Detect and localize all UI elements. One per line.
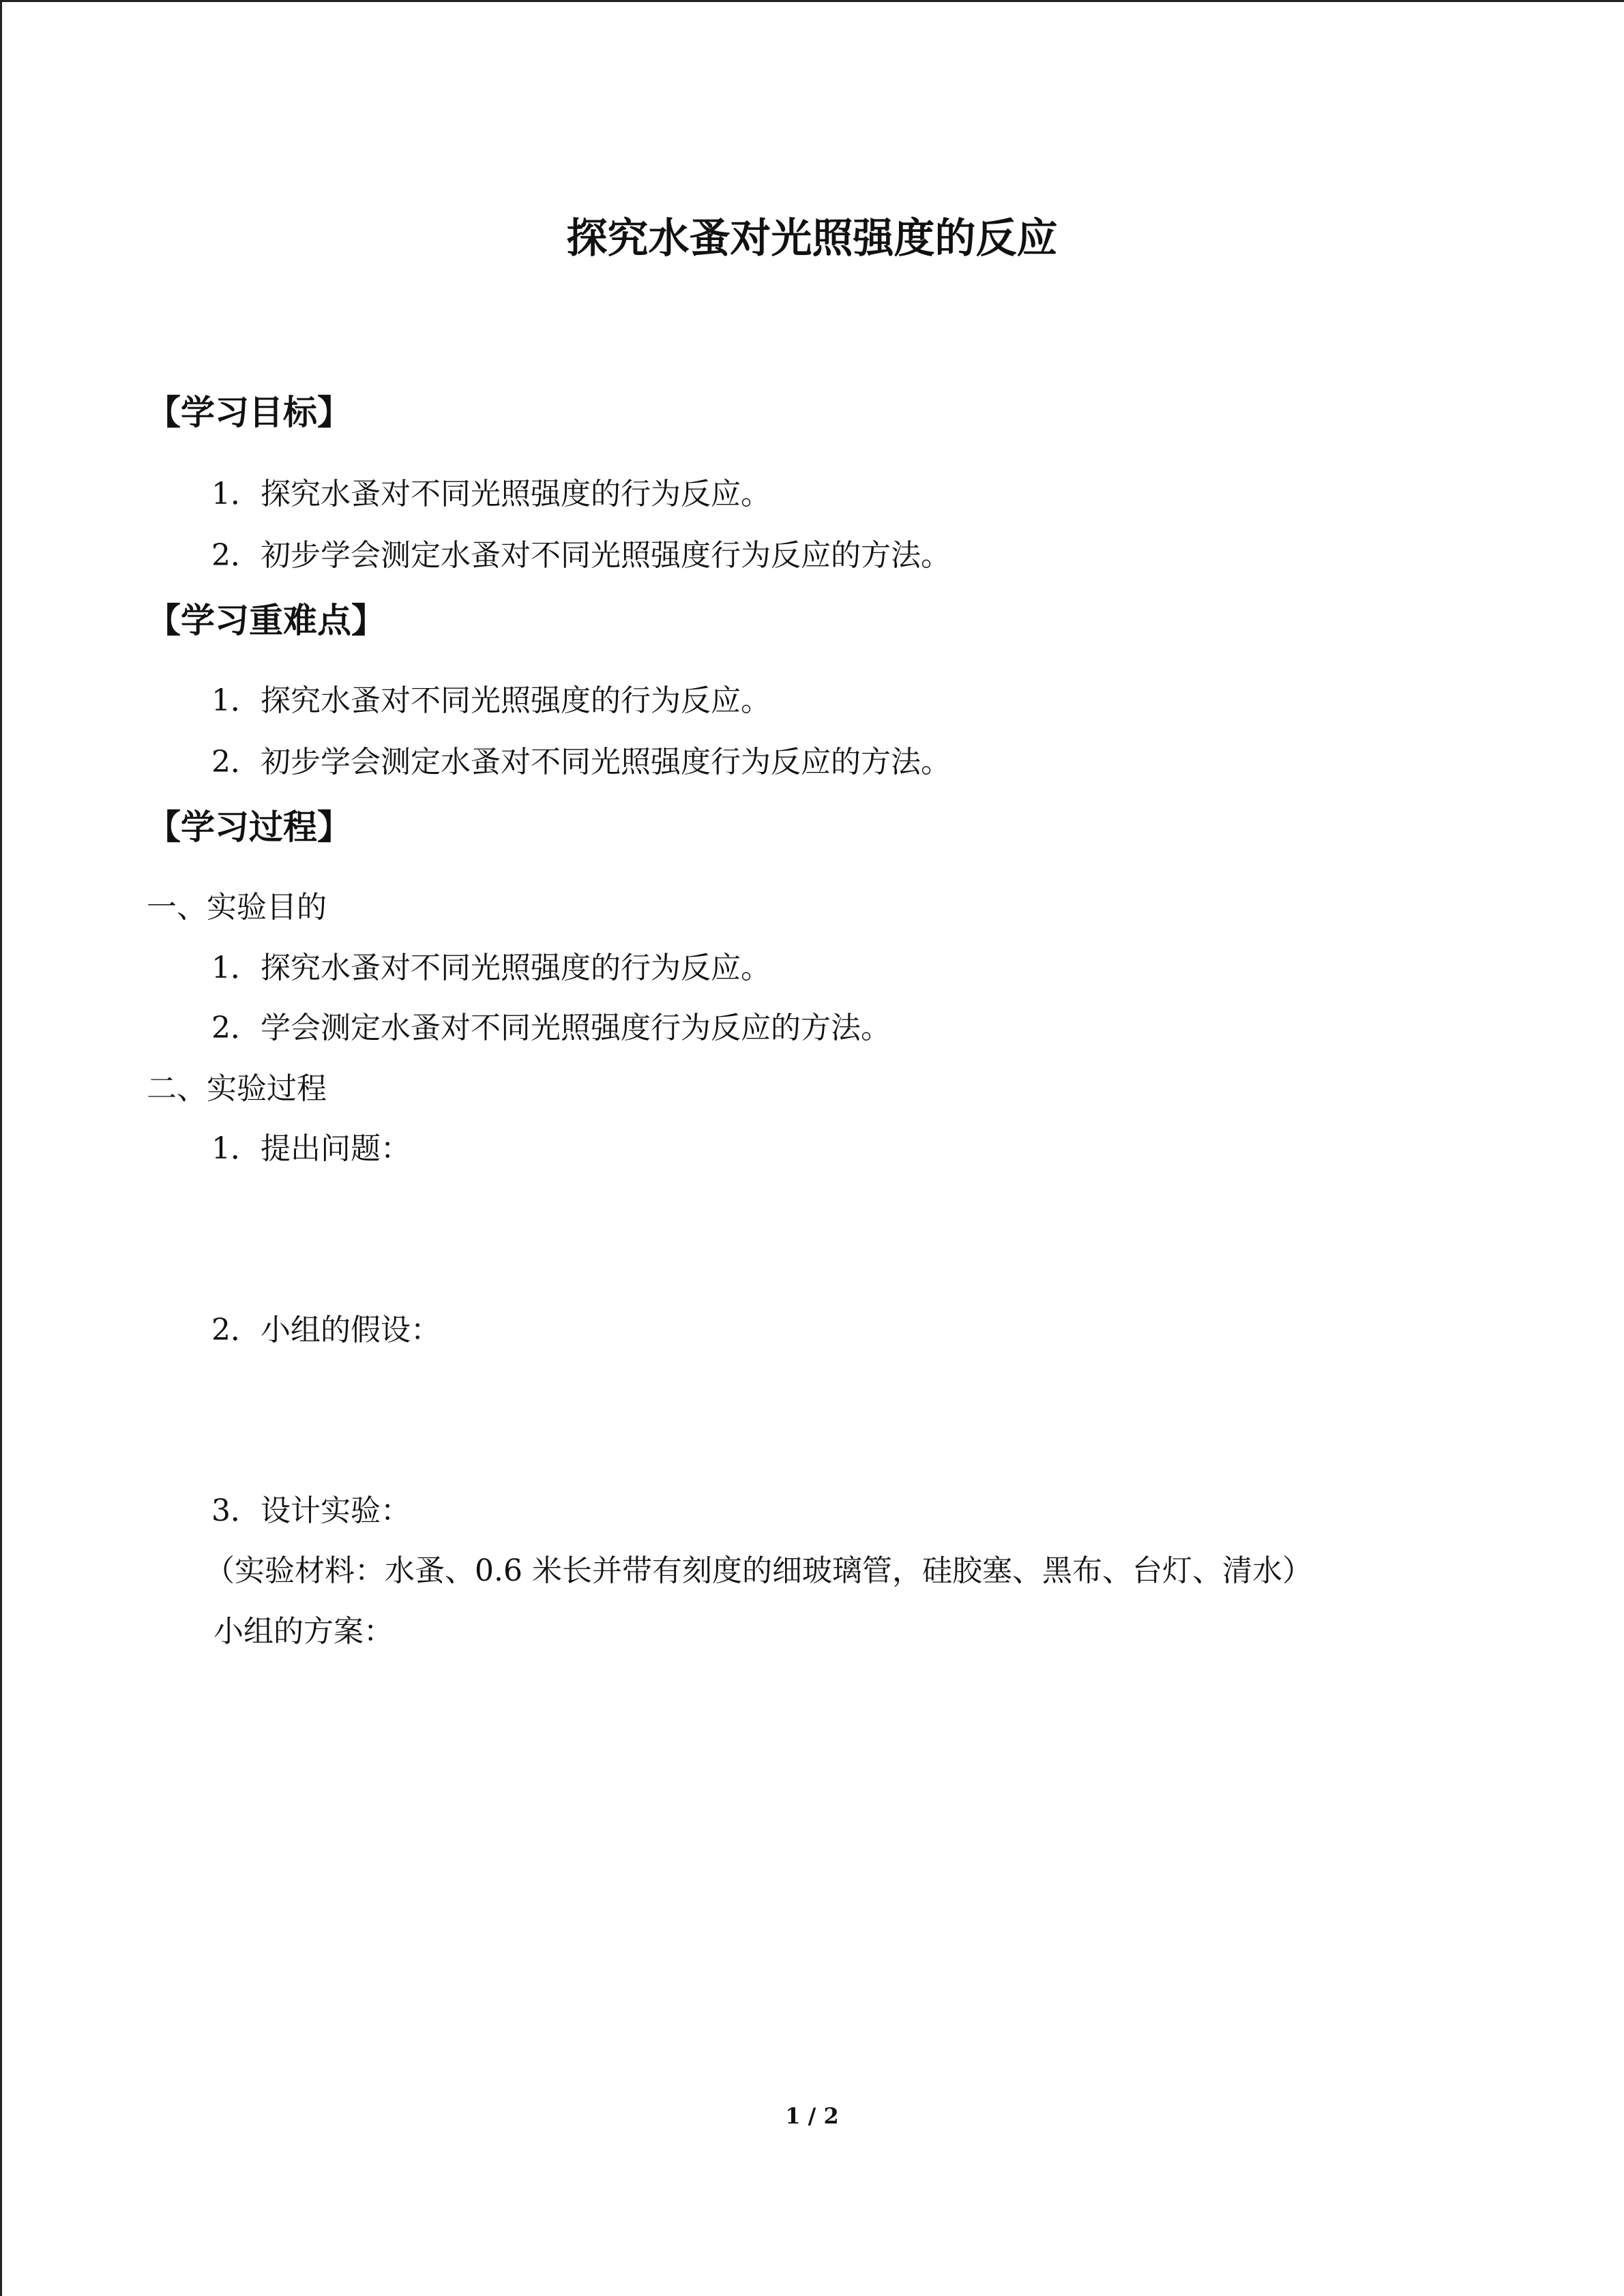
key-points-heading: 【学习重难点】 (147, 601, 385, 640)
part1-item-1: 1．探究水蚤对不同光照强度的行为反应。 (211, 951, 771, 985)
materials-note: （实验材料：水蚤、0.6 米长并带有刻度的细玻璃管，硅胶塞、黑布、台灯、清水） (205, 1553, 1312, 1588)
page-left-border (0, 0, 2, 2296)
group-plan-label: 小组的方案： (213, 1614, 394, 1649)
step-design-experiment: 3．设计实验： (211, 1493, 411, 1528)
key-point-item-2: 2．初步学会测定水蚤对不同光照强度行为反应的方法。 (211, 745, 951, 779)
part1-title: 一、实验目的 (147, 890, 327, 925)
part2-title: 二、实验过程 (147, 1071, 327, 1106)
part1-item-2: 2．学会测定水蚤对不同光照强度行为反应的方法。 (211, 1011, 891, 1045)
objective-item-2: 2．初步学会测定水蚤对不同光照强度行为反应的方法。 (211, 538, 951, 573)
process-heading: 【学习过程】 (147, 807, 351, 847)
page-number: 1 / 2 (785, 2103, 839, 2129)
document-title: 探究水蚤对光照强度的反应 (566, 215, 1058, 263)
step-ask-question: 1．提出问题： (211, 1131, 411, 1166)
objective-item-1: 1．探究水蚤对不同光照强度的行为反应。 (211, 477, 771, 511)
page-top-border (0, 0, 1624, 2)
step-hypothesis: 2．小组的假设： (211, 1313, 441, 1347)
key-point-item-1: 1．探究水蚤对不同光照强度的行为反应。 (211, 683, 771, 718)
objectives-heading: 【学习目标】 (147, 393, 351, 432)
